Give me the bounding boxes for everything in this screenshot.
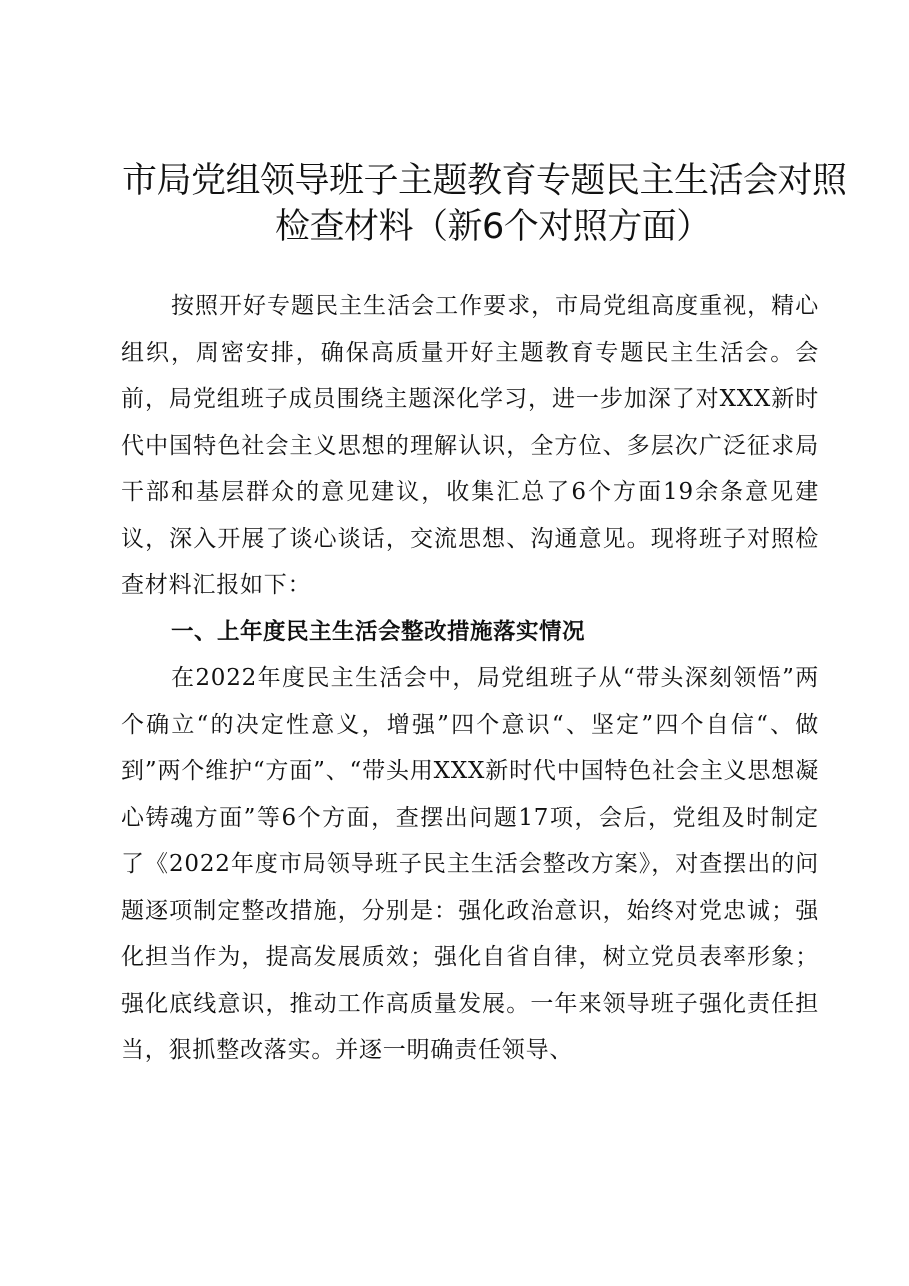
document-body — [121, 283, 819, 1074]
section-paragraph: 在2022年度民主生活会中，局党组班子从“带头深刻领悟”两个确立“的决定性意义，增强”四个意识“、坚定”四个自信“、做到”两个维护“方面”、“带头用XXX新时代中国特色社会主义思想凝心铸魂方面”等6个方面，查摆出问题17项，会后，党组及时制定了《2022年度市局领导班子民主生活会整改方案》，对查摆出的问题逐项制定整改措施，分别是：强化政治意识，始终对党忠诚；强化担当作为，提高发展质效；强化自省自律，树立党员表率形象；强化底线意识，推动工作高质量发展。一年来领导班子强化责任担当，狠抓整改落实。并逐一明确责任领导、 — [121, 665, 819, 1063]
document-title — [100, 158, 860, 250]
intro-paragraph: 按照开好专题民主生活会工作要求，市局党组高度重视，精心组织，周密安排，确保高质量开好主题教育专题民主生活会。会前，局党组班子成员围绕主题深化学习，进一步加深了对XXX新时代中国特色社会主义思想的理解认识，全方位、多层次广泛征求局干部和基层群众的意见建议，收集汇总了6个方面19余条意见建议，深入开展了谈心谈话，交流思想、沟通意见。现将班子对照检查材料汇报如下： — [121, 293, 819, 598]
document-title-line-1: 市局党组领导班子主题教育专题民主生活会对照 — [122, 161, 847, 201]
section-heading: 一、上年度民主生活会整改措施落实情况 — [171, 618, 586, 645]
document-title-line-2: 检查材料（新6个对照方面） — [275, 207, 711, 247]
